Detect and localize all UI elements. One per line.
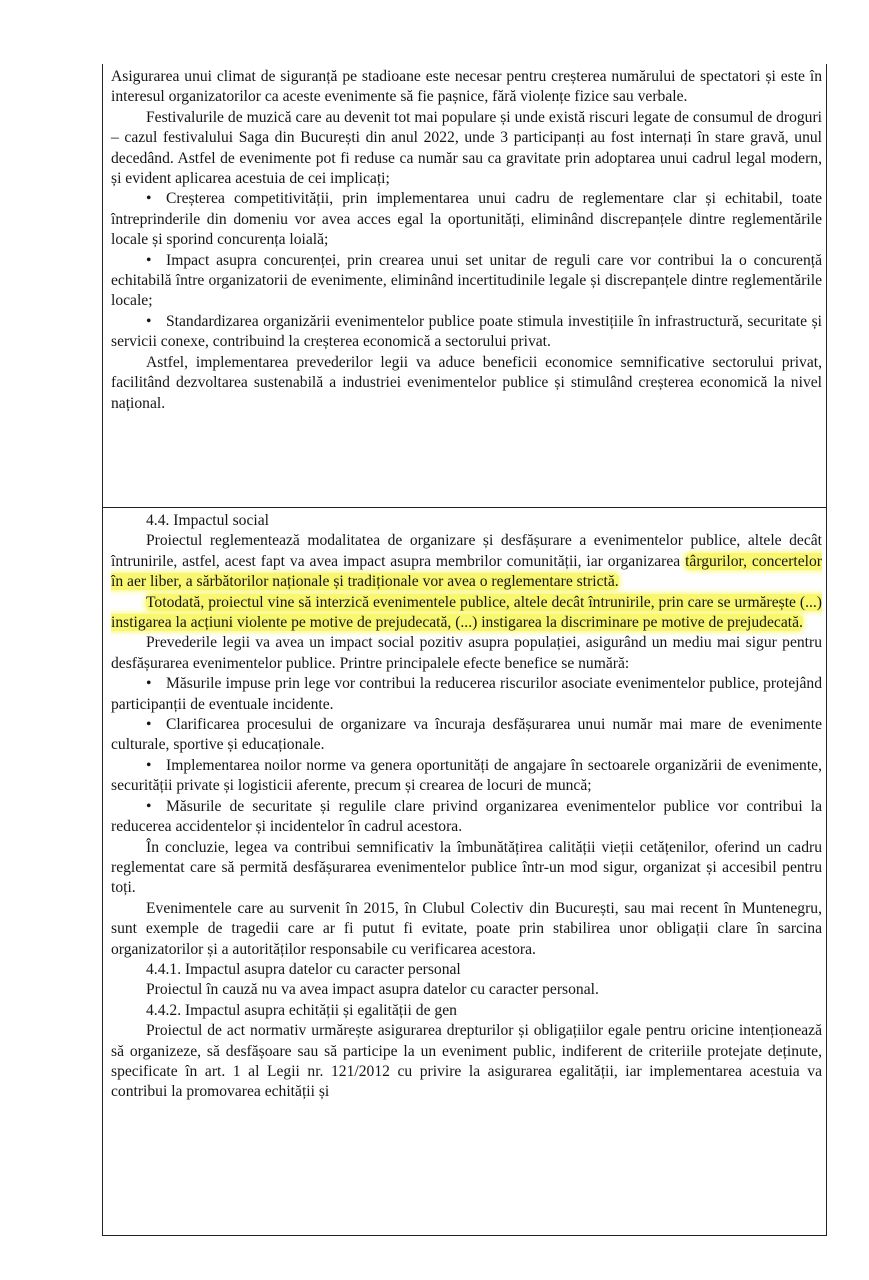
bullet-item xyxy=(111,251,822,312)
bullet-item xyxy=(111,312,822,353)
bullet-icon: • xyxy=(146,756,152,774)
bullet-text: Clarificarea procesului de organizare va încuraja desfășurarea unui număr mai mare de evenimente culturale, sportive și educaționale. xyxy=(111,716,822,754)
bullet-icon: • xyxy=(146,716,152,734)
subsection-heading: 4.4.1. Impactul asupra datelor cu caracter personal xyxy=(146,960,461,978)
bullet-icon: • xyxy=(146,797,152,815)
paragraph: Prevederile legii va avea un impact social pozitiv asupra populației, asigurând un mediu mai sigur pentru desfășurarea evenimentelor publice. Printre principalele efecte benefice se numără: xyxy=(111,634,822,672)
bullet-item xyxy=(111,756,822,797)
bullet-icon: • xyxy=(146,312,152,330)
bullet-item xyxy=(111,715,822,756)
bullet-item xyxy=(111,189,822,250)
paragraph: Asigurarea unui climat de siguranță pe stadioane este necesar pentru creșterea numărului de spectatori și este în interesul organizatorilor ca aceste evenimente să fie pașnice, fără violențe fizice sau verbale. xyxy=(111,68,822,106)
highlighted-text: Totodată, proiectul vine să interzică evenimentele publice, altele decât întrunirile, prin care se urmărește (...) instigarea la acțiuni violente pe motive de prejudecată, (...) instigarea la discriminare pe motive de prejudecată. xyxy=(111,593,822,632)
table-cell-social-impact xyxy=(111,511,822,1103)
bullet-icon: • xyxy=(146,675,152,693)
paragraph: Astfel, implementarea prevederilor legii va aduce beneficii economice semnificative sectorului privat, facilitând dezvoltarea sustenabilă a industriei evenimentelor publice și stimulând creșterea economică la nivel național. xyxy=(111,353,822,412)
bullet-text: Măsurile impuse prin lege vor contribui la reducerea riscurilor asociate evenimentelor publice, protejând participanții de eventuale incidente. xyxy=(111,675,822,713)
bullet-text: Implementarea noilor norme va genera oportunități de angajare în sectoarele organizării de evenimente, securității private și logisticii aferente, precum și crearea de locuri de muncă; xyxy=(111,756,822,795)
table-cell-economic-impact xyxy=(111,67,822,414)
paragraph xyxy=(111,593,822,634)
paragraph xyxy=(111,531,822,592)
paragraph-text: Proiectul reglementează modalitatea de organizare și desfășurare a evenimentelor publice, altele decât întrunirile, astfel, acest fapt va avea impact asupra membrilor comunității, iar organizarea xyxy=(111,532,822,570)
bullet-text: Creșterea competitivității, prin implementarea unui cadru de reglementare clar și echitabil, toate întreprinderile din domeniu vor avea acces egal la oportunități, eliminând discrepanțele dintre reglementările locale și sporind concurența loială; xyxy=(111,190,822,249)
paragraph: Proiectul de act normativ urmărește asigurarea drepturilor și obligațiilor egale pentru oricine intenționează să organizeze, să desfășoare sau să participe la un eveniment public, indiferent de criteriile protejate deținute, specificate în art. 1 al Legii nr. 121/2012 cu privire la asigurarea egalității, iar implementarea acestuia va contribui la promovarea echității și xyxy=(111,1022,822,1101)
paragraph: Evenimentele care au survenit în 2015, în Clubul Colectiv din București, sau mai recent în Muntenegru, sunt exemple de tragedii care ar fi putut fi evitate, poate prin stabilirea unor obligații clare în sarcina organizatorilor și a autorităților responsabile cu verificarea acestora. xyxy=(111,899,822,958)
section-heading: 4.4. Impactul social xyxy=(146,512,269,529)
paragraph: Festivalurile de muzică care au devenit tot mai populare și unde există riscuri legate de consumul de droguri – cazul festivalului Saga din București din anul 2022, unde 3 participanți au fost internați în stare gravă, unul decedând. Astfel de evenimente pot fi reduse ca număr sau ca gravitate prin adoptarea unui cadrul legal modern, și evident aplicarea acestuia de cei implicați; xyxy=(111,108,822,188)
table-row-divider xyxy=(102,507,827,508)
subsection-heading: 4.4.2. Impactul asupra echității și egalității de gen xyxy=(146,1001,457,1019)
paragraph: În concluzie, legea va contribui semnificativ la îmbunătățirea calității vieții cetățenilor, oferind un cadru reglementat care să permită desfășurarea evenimentelor publice într-un mod sigur, organizat și accesibil pentru toți. xyxy=(111,838,822,897)
bullet-text: Standardizarea organizării evenimentelor publice poate stimula investițiile în infrastructură, securitate și servicii conexe, contribuind la creșterea economică a sectorului privat. xyxy=(111,312,822,351)
bullet-item xyxy=(111,797,822,838)
bullet-item xyxy=(111,674,822,715)
bullet-icon: • xyxy=(146,190,152,208)
bullet-icon: • xyxy=(146,251,152,269)
bullet-text: Impact asupra concurenței, prin crearea unui set unitar de reguli care vor contribui la o concurență echitabilă între organizatorii de evenimente, eliminând incertitudinile legale și discrepanțele dintre reglementările locale; xyxy=(111,251,822,310)
highlighted-text: târgurilor, concertelor în aer liber, a sărbătorilor naționale și tradiționale vor avea o reglementare strictă. xyxy=(111,552,822,591)
bullet-text: Măsurile de securitate și regulile clare privind organizarea evenimentelor publice vor contribui la reducerea accidentelor și incidentelor în cadrul acestora. xyxy=(111,797,822,836)
paragraph: Proiectul în cauză nu va avea impact asupra datelor cu caracter personal. xyxy=(146,981,599,999)
